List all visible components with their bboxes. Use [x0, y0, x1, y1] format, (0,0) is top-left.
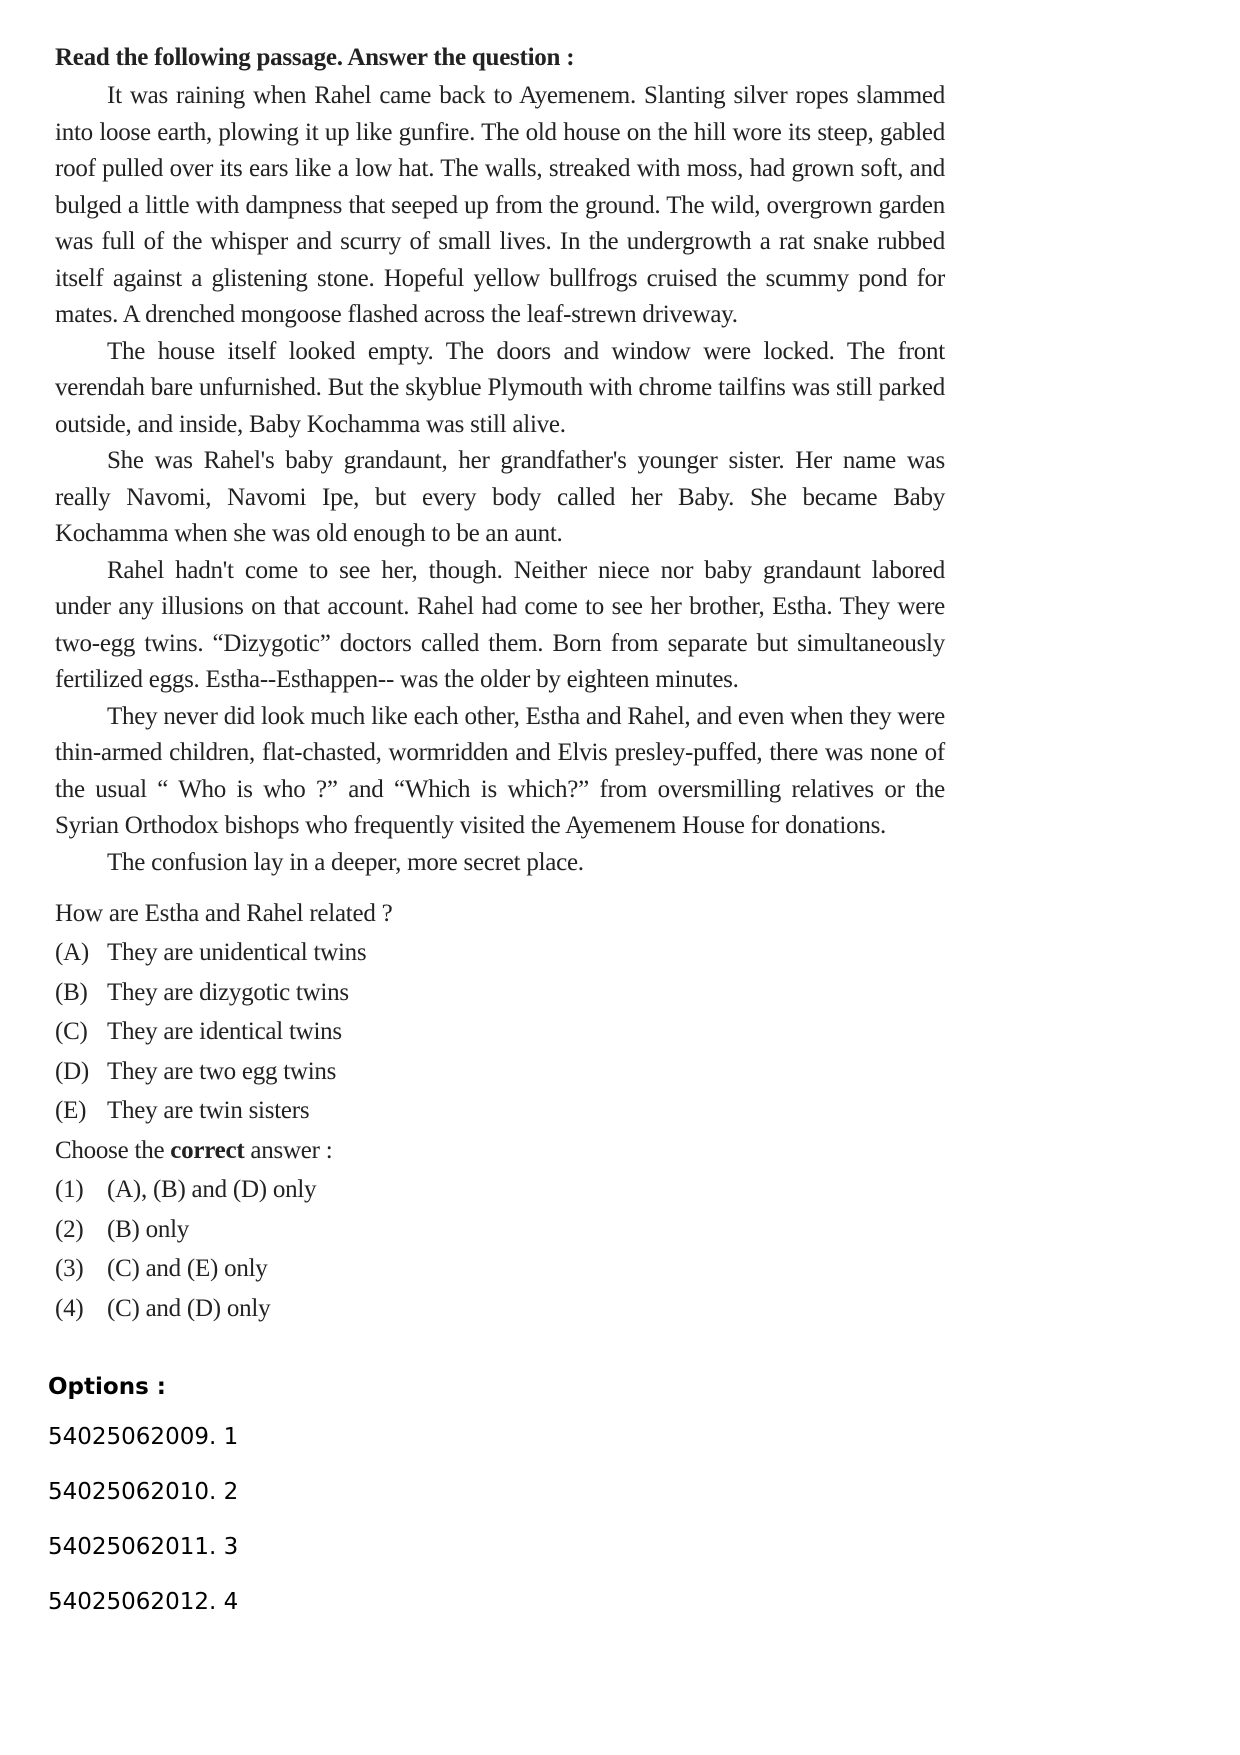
passage-paragraph-6: The confusion lay in a deeper, more secret place. [107, 848, 584, 876]
passage-paragraph-4: Rahel hadn't come to see her, though. Neither niece nor baby grandaunt labored under any illusions on that account. Rahel had come to see her brother, Estha. They were two-egg twins. “Dizygotic” doctors called them. Born from separate but simultaneously fertilized eggs. Estha--Esthappen-- was the older by eighteen minutes. [55, 556, 945, 693]
statement-text: They are twin sisters [107, 1097, 310, 1124]
statement-text: They are dizygotic twins [107, 978, 349, 1006]
statement-text: They are unidentical twins [107, 939, 367, 966]
statement-label: (E) [55, 1097, 87, 1124]
answer-text: (C) and (D) only [107, 1294, 271, 1322]
answer-item [55, 1170, 945, 1210]
answer-label: (3) [55, 1255, 84, 1282]
statement-label: (A) [55, 939, 89, 966]
statement-label: (D) [55, 1057, 89, 1085]
passage-paragraph-2: The house itself looked empty. The doors and window were locked. The front verendah bare unfurnished. But the skyblue Plymouth with chrome tailfins was still parked outside, and inside, Baby Kochamma was still alive. [55, 337, 945, 438]
answer-label: (1) [55, 1176, 84, 1203]
statement-item [55, 1052, 945, 1092]
statement-label: (B) [55, 978, 88, 1006]
answer-item [55, 1249, 945, 1289]
statement-label: (C) [55, 1018, 88, 1045]
options-section [48, 1365, 238, 1630]
answer-item [55, 1289, 945, 1329]
statement-item [55, 1091, 945, 1131]
option-4[interactable]: 54025062012. 4 [48, 1589, 239, 1615]
choose-instruction [55, 1131, 945, 1171]
instruction-heading: Read the following passage. Answer the question : [55, 44, 575, 71]
answer-text: (A), (B) and (D) only [107, 1176, 317, 1203]
statement-text: They are two egg twins [107, 1057, 337, 1085]
option-1[interactable]: 54025062009. 1 [48, 1424, 239, 1450]
passage-paragraph-5: They never did look much like each other, Estha and Rahel, and even when they were thin-armed children, flat-chasted, wormridden and Elvis presley-puffed, there was none of the usual “ Who is who ?” and “Which is which?” from oversmilling relatives or the Syrian Orthodox bishops who frequently visited the Ayemenem House for donations. [55, 702, 945, 839]
options-title: Options : [48, 1374, 166, 1400]
statement-text: They are identical twins [107, 1018, 342, 1045]
answer-label: (4) [55, 1294, 84, 1322]
statement-item [55, 973, 945, 1013]
question-text: How are Estha and Rahel related ? [55, 900, 393, 927]
option-2[interactable]: 54025062010. 2 [48, 1479, 239, 1505]
statement-item [55, 933, 945, 973]
answer-label: (2) [55, 1215, 84, 1243]
choose-prefix: Choose the [55, 1136, 171, 1164]
answer-text: (C) and (E) only [107, 1255, 268, 1282]
passage-paragraph-1: It was raining when Rahel came back to Ayemenem. Slanting silver ropes slammed into loose earth, plowing it up like gunfire. The old house on the hill wore its steep, gabled roof pulled over its ears like a low hat. The walls, streaked with moss, had grown soft, and bulged a little with dampness that seeped up from the ground. The wild, overgrown garden was full of the whisper and scurry of small lives. In the undergrowth a rat snake rubbed itself against a glistening stone. Hopeful yellow bullfrogs cruised the scummy pond for mates. A drenched mongoose flashed across the leaf-strewn driveway. [55, 82, 945, 328]
answer-list [55, 1170, 945, 1328]
statement-list [55, 933, 945, 1131]
statement-item [55, 1012, 945, 1052]
answer-text: (B) only [107, 1215, 190, 1243]
option-3[interactable]: 54025062011. 3 [48, 1534, 239, 1560]
scanned-question [55, 38, 945, 1328]
choose-suffix: answer : [244, 1136, 333, 1164]
choose-bold-word: correct [170, 1136, 245, 1164]
answer-item [55, 1210, 945, 1250]
passage-paragraph-3: She was Rahel's baby grandaunt, her grandfather's younger sister. Her name was really Navomi, Navomi Ipe, but every body called her Baby. She became Baby Kochamma when she was old enough to be an aunt. [55, 447, 945, 547]
